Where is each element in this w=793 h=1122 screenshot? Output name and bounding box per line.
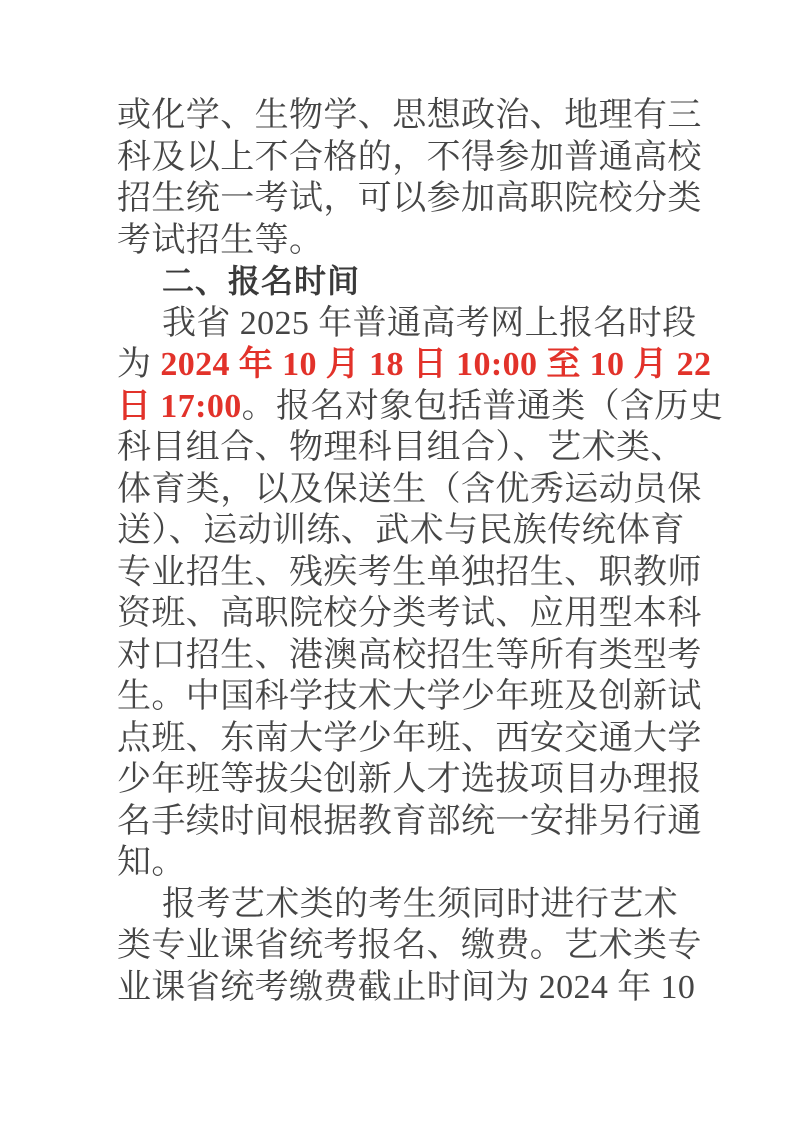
section-heading [117, 261, 679, 303]
text-run: 。报名对象包括普通类（含历史 [241, 387, 724, 425]
text-run: 类专业课省统考报名、缴费。艺术类专 [117, 927, 702, 964]
text-run: 资班、高职院校分类考试、应用型本科 [117, 595, 702, 632]
text-run: 对口招生、港澳高校招生等所有类型考 [117, 636, 702, 674]
text-run: 生。中国科学技术大学少年班及创新试 [117, 678, 702, 715]
para2-line13 [117, 801, 702, 843]
para1-line4 [117, 220, 679, 262]
para2-line14 [117, 842, 679, 884]
text-run: 报考艺术类的考生须同时进行艺术 [162, 885, 678, 923]
para2-line9 [117, 635, 702, 677]
text-run: 我省 2025 年普通高考网上报名时段 [162, 304, 697, 342]
para1-line3 [117, 178, 702, 220]
text-run: 科及以上不合格的，不得参加普通高校 [117, 138, 702, 176]
text-run: 或化学、生物学、思想政治、地理有三 [117, 97, 702, 134]
text-run: 招生统一考试，可以参加高职院校分类 [117, 180, 702, 217]
para2-line8 [117, 593, 702, 635]
para2-line3 [117, 386, 724, 428]
text-run: 送）、运动训练、武术与民族传统体育 [117, 512, 685, 549]
section-heading-text: 二、报名时间 [162, 263, 361, 299]
para2-line1 [117, 303, 697, 345]
text-run: 专业招生、残疾考生单独招生、职教师 [117, 553, 702, 591]
para1-line1 [117, 95, 702, 137]
document-content [117, 95, 724, 1008]
para2-line2 [117, 344, 712, 386]
para2-line7 [117, 552, 702, 594]
text-run: 点班、东南大学少年班、西安交通大学 [117, 719, 702, 757]
para3-line1 [117, 884, 679, 926]
text-run: 体育类，以及保送生（含优秀运动员保 [117, 470, 702, 508]
text-run: 科目组合、物理科目组合）、艺术类、 [117, 429, 685, 466]
para1-line2 [117, 137, 702, 179]
para2-line6 [117, 510, 685, 552]
para3-line3 [117, 967, 696, 1009]
para2-line10 [117, 676, 702, 718]
text-run: 为 [117, 346, 161, 383]
text-run: 考试招生等。 [117, 221, 324, 259]
text-run: 知。 [117, 844, 186, 881]
text-run: 少年班等拔尖创新人才选拔项目办理报 [117, 761, 702, 798]
para2-line12 [117, 759, 702, 801]
highlighted-date-text: 2024 年 10 月 18 日 10:00 至 10 月 22 [160, 346, 712, 383]
para2-line5 [117, 469, 702, 511]
para2-line11 [117, 718, 702, 760]
para3-line2 [117, 925, 702, 967]
para2-line4 [117, 427, 685, 469]
text-run: 业课省统考缴费截止时间为 2024 年 10 [117, 968, 696, 1006]
highlighted-date-text: 日 17:00 [117, 387, 242, 425]
text-run: 名手续时间根据教育部统一安排另行通 [117, 802, 702, 840]
